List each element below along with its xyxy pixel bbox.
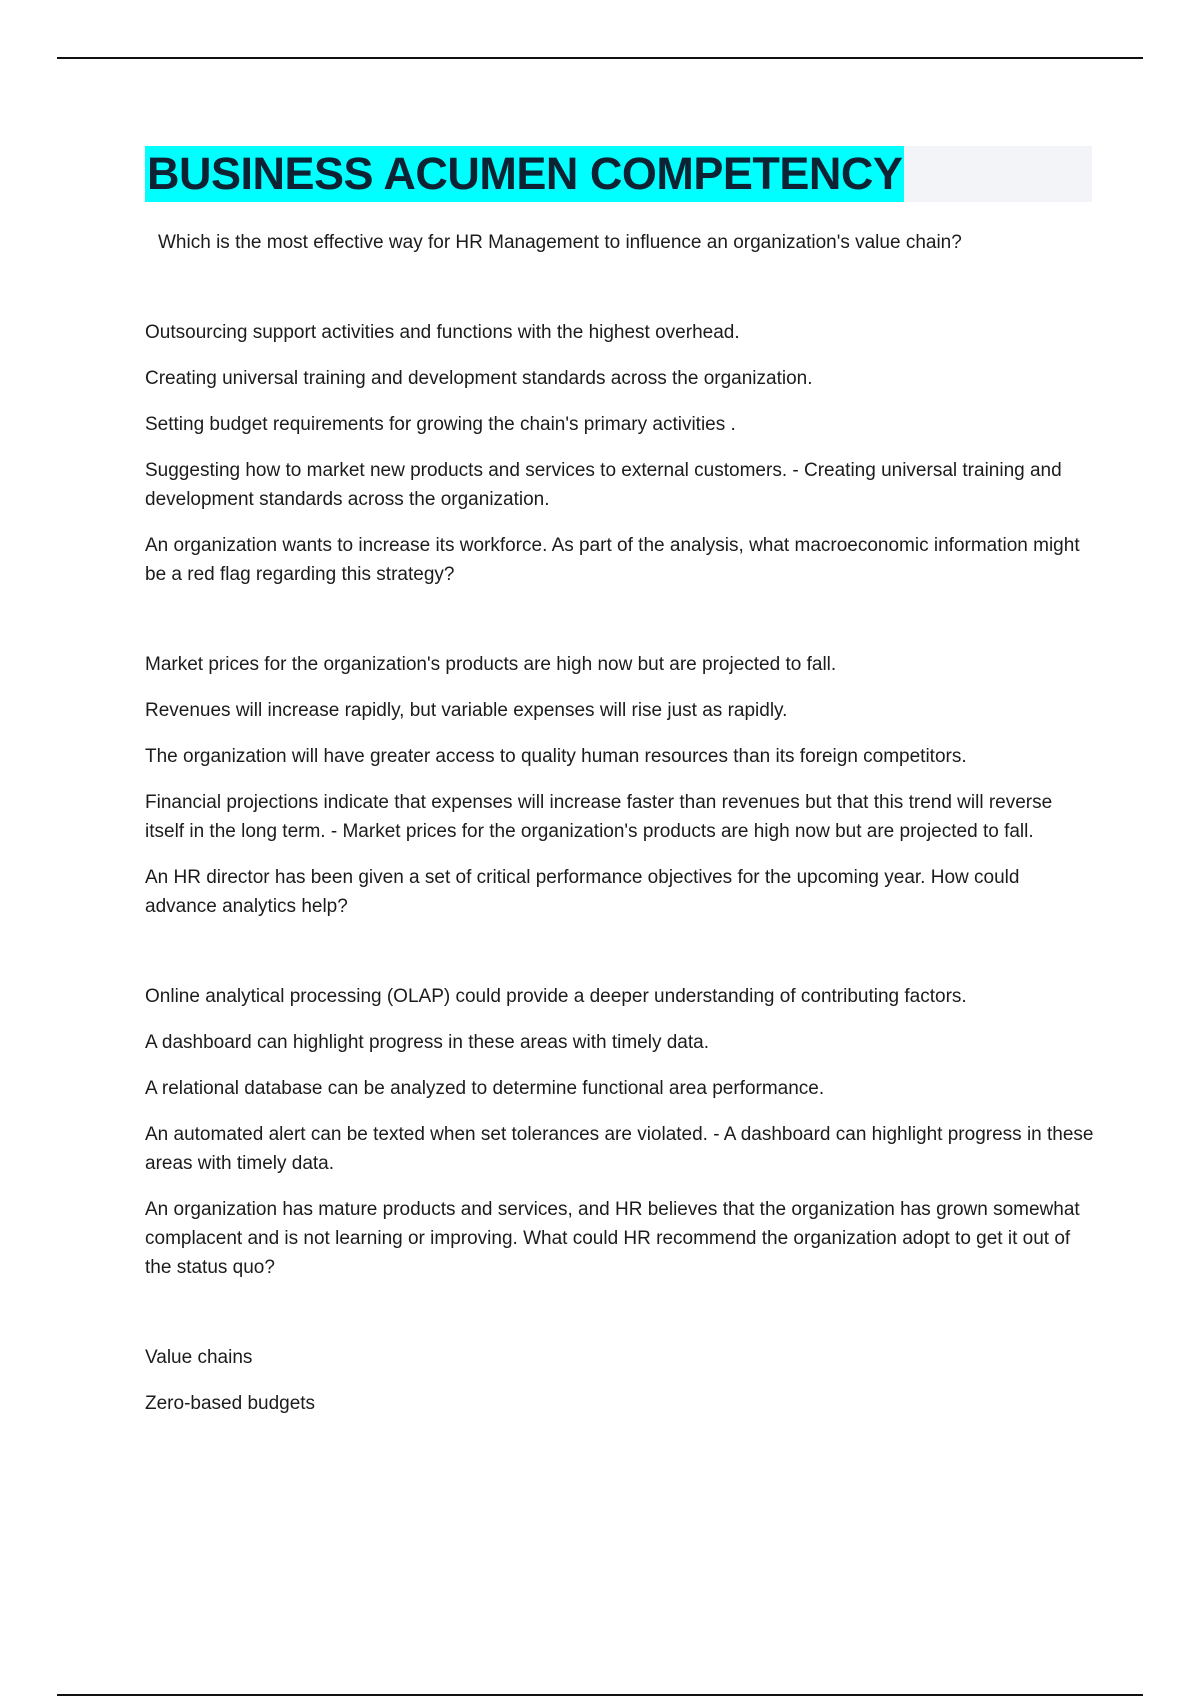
- question-3-option-1: Online analytical processing (OLAP) could provide a deeper understanding of contributing factors.: [145, 986, 967, 1007]
- question-1-option-4-answer: Suggesting how to market new products and services to external customers. - Creating universal training and development standards across the organization.: [145, 460, 1062, 510]
- question-3-option-4-answer: An automated alert can be texted when set tolerances are violated. - A dashboard can highlight progress in these areas with timely data.: [145, 1124, 1094, 1174]
- page-title: BUSINESS ACUMEN COMPETENCY: [145, 146, 904, 202]
- question-1-option-1: Outsourcing support activities and functions with the highest overhead.: [145, 322, 740, 343]
- question-2-option-4-answer: Financial projections indicate that expenses will increase faster than revenues but that this trend will reverse itself in the long term. - Market prices for the organization's products are high now but are projected to fall.: [145, 792, 1053, 842]
- question-1-option-2: Creating universal training and development standards across the organization.: [145, 368, 813, 389]
- question-2-option-3: The organization will have greater access to quality human resources than its foreign competitors.: [145, 746, 967, 767]
- document-body: [145, 228, 1095, 1435]
- question-1: Which is the most effective way for HR Management to influence an organization's value chain?: [158, 232, 962, 253]
- question-2-option-1: Market prices for the organization's products are high now but are projected to fall.: [145, 654, 837, 675]
- question-2-option-2: Revenues will increase rapidly, but variable expenses will rise just as rapidly.: [145, 700, 788, 721]
- header-rule: [57, 57, 1143, 59]
- question-4-option-1: Value chains: [145, 1347, 253, 1368]
- question-3: An HR director has been given a set of critical performance objectives for the upcoming year. How could advance analytics help?: [145, 867, 1020, 917]
- question-4-option-2: Zero-based budgets: [145, 1393, 316, 1414]
- question-3-option-3: A relational database can be analyzed to determine functional area performance.: [145, 1078, 825, 1099]
- question-1-option-3: Setting budget requirements for growing the chain's primary activities .: [145, 414, 736, 435]
- question-4: An organization has mature products and services, and HR believes that the organization has grown somewhat complacent and is not learning or improving. What could HR recommend the organization adopt to get it out of the status quo?: [145, 1199, 1080, 1278]
- question-2: An organization wants to increase its workforce. As part of the analysis, what macroeconomic information might be a red flag regarding this strategy?: [145, 535, 1080, 585]
- footer-rule: [57, 1694, 1143, 1696]
- question-3-option-2: A dashboard can highlight progress in these areas with timely data.: [145, 1032, 709, 1053]
